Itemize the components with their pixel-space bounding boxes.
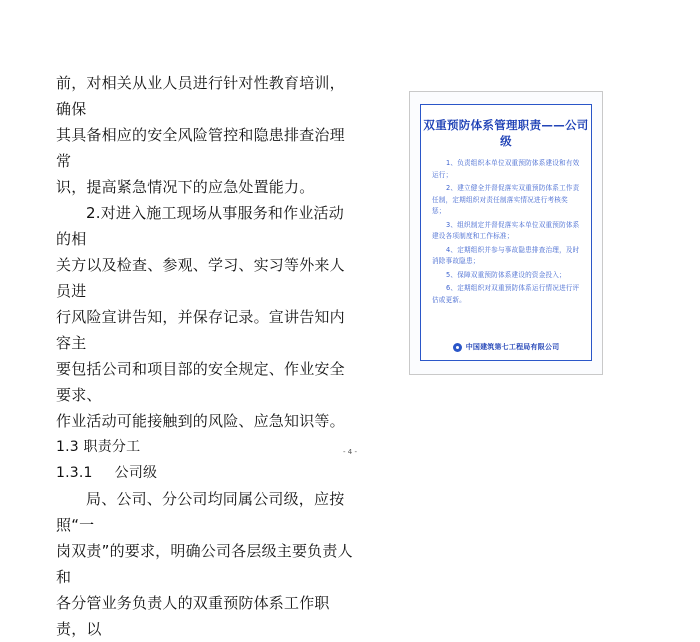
body-line: 其具备相应的安全风险管控和隐患排查治理常 — [56, 126, 345, 170]
page-number: - 4 - — [343, 448, 357, 456]
body-line: 识，提高紧急情况下的应急处置能力。 — [56, 178, 315, 196]
subsection-title: 公司级 — [114, 465, 158, 481]
company-logo-icon — [453, 343, 462, 352]
poster-title: 双重预防体系管理职责——公司级 — [423, 118, 589, 148]
body-line: 岗双责”的要求，明确公司各层级主要负责人和 — [56, 542, 353, 586]
body-line: 行风险宣讲告知，并保存记录。宣讲告知内容主 — [56, 308, 345, 352]
responsibility-poster — [409, 91, 603, 375]
poster-frame — [420, 104, 592, 361]
poster-item: 5、保障双重预防体系建设的资金投入； — [446, 270, 566, 279]
poster-item: 4、定期组织并参与事故隐患排查治理，及时消除事故隐患； — [432, 245, 580, 265]
section-heading: 1.3 职责分工 — [56, 439, 141, 455]
poster-item-list — [421, 149, 591, 306]
body-line: 前，对相关从业人员进行针对性教育培训，确保 — [56, 74, 345, 118]
organization-name: 中国建筑第七工程局有限公司 — [465, 343, 560, 351]
body-line: 各分管业务负责人的双重预防体系工作职责，以 — [56, 594, 330, 638]
body-line: 局、公司、分公司均同属公司级，应按照“一 — [56, 490, 345, 534]
body-line: 要包括公司和项目部的安全规定、作业安全要求、 — [56, 360, 345, 404]
subsection-number: 1.3.1 — [56, 465, 93, 481]
poster-item: 6、定期组织对双重预防体系运行情况进行评估或更新。 — [432, 284, 580, 304]
body-line: 关方以及检查、参观、学习、实习等外来人员进 — [56, 256, 345, 300]
poster-footer — [421, 342, 591, 352]
body-line: 2.对进入施工现场从事服务和作业活动的相 — [56, 204, 344, 248]
poster-item: 1、负责组织本单位双重预防体系建设和有效运行； — [432, 159, 580, 179]
body-line: 作业活动可能接触到的风险、应急知识等。 — [56, 412, 345, 430]
body-text — [56, 70, 356, 642]
poster-item: 3、组织制定并督促落实本单位双重预防体系建设各项制度和工作标准； — [432, 220, 580, 240]
subsection-heading — [56, 460, 356, 486]
poster-item: 2、建立健全并督促落实双重预防体系工作责任制，定期组织对责任制落实情况进行考核奖惩； — [432, 184, 580, 215]
